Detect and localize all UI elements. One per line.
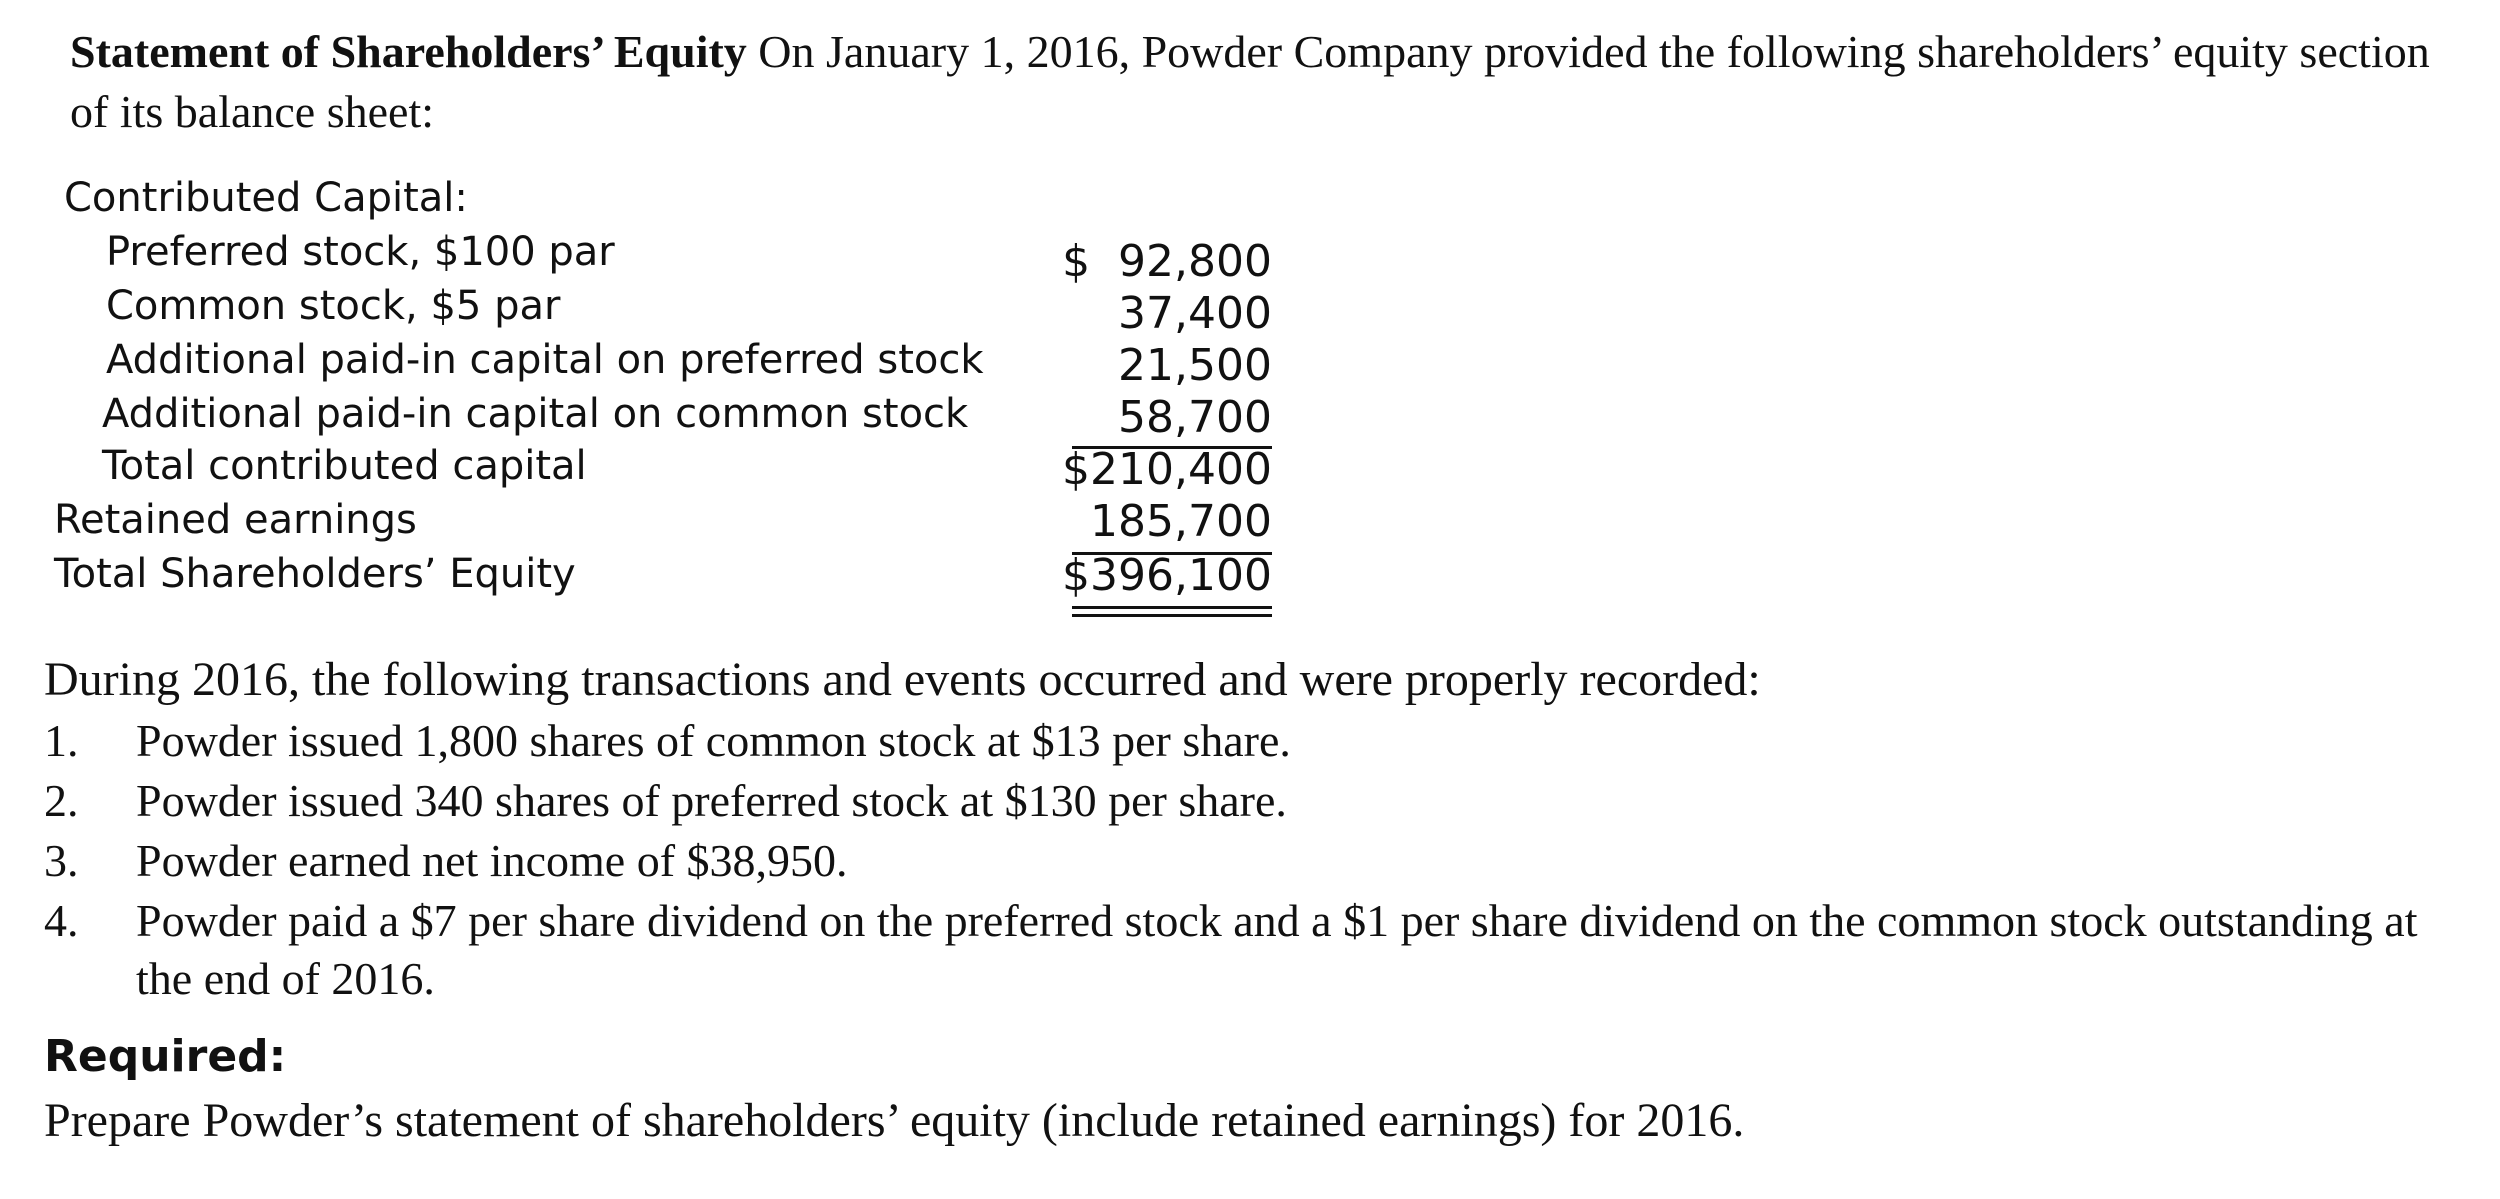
transaction-number: 4. bbox=[44, 895, 79, 946]
total-equity-label: Total Shareholders’ Equity bbox=[54, 551, 576, 597]
row-preferred-stock-amount: $ 92,800 bbox=[1062, 236, 1272, 287]
total-equity-amount: $396,100 bbox=[1062, 550, 1272, 601]
transaction-item bbox=[44, 712, 2444, 770]
problem-heading: Statement of Shareholders’ Equity bbox=[70, 26, 747, 77]
transaction-number: 2. bbox=[44, 775, 79, 826]
row-apic-common-label: Additional paid-in capital on common stock bbox=[102, 391, 969, 437]
transactions-intro: During 2016, the following transactions and events occurred and were properly recorded: bbox=[44, 653, 1761, 706]
transaction-number: 3. bbox=[44, 835, 79, 886]
row-common-stock-amount: 37,400 bbox=[1118, 288, 1272, 339]
total-double-rule-2 bbox=[1072, 614, 1272, 617]
total-double-rule-1 bbox=[1072, 606, 1272, 609]
row-apic-preferred-amount: 21,500 bbox=[1118, 340, 1272, 391]
transaction-text: Powder earned net income of $38,950. bbox=[136, 835, 848, 886]
transaction-text: Powder issued 1,800 shares of common stock at $13 per share. bbox=[136, 715, 1291, 766]
transaction-item bbox=[44, 772, 2444, 830]
transaction-number: 1. bbox=[44, 715, 79, 766]
required-text: Prepare Powder’s statement of shareholders’ equity (include retained earnings) for 2016. bbox=[44, 1094, 1745, 1147]
retained-earnings-amount: 185,700 bbox=[1090, 496, 1272, 547]
transaction-item bbox=[44, 832, 2444, 890]
problem-intro-text: On January 1, 2016, Powder Company provided the following shareholders’ equity section of its balance sheet: bbox=[70, 26, 2430, 137]
retained-earnings-label: Retained earnings bbox=[54, 497, 417, 543]
row-preferred-stock-label: Preferred stock, $100 par bbox=[106, 229, 615, 275]
required-label: Required: bbox=[44, 1031, 287, 1082]
row-apic-common-amount: 58,700 bbox=[1118, 392, 1272, 443]
row-common-stock-label: Common stock, $5 par bbox=[106, 283, 561, 329]
row-total-contributed-label: Total contributed capital bbox=[102, 443, 587, 489]
contributed-capital-label: Contributed Capital: bbox=[64, 175, 468, 221]
row-apic-preferred-label: Additional paid-in capital on preferred stock bbox=[106, 337, 984, 383]
row-total-contributed-amount: $210,400 bbox=[1062, 444, 1272, 495]
transaction-text: Powder paid a $7 per share dividend on the preferred stock and a $1 per share dividend on the common stock outstanding at the end of 2016. bbox=[136, 895, 2418, 1004]
transaction-item bbox=[44, 892, 2444, 1008]
problem-intro bbox=[70, 22, 2430, 142]
transaction-text: Powder issued 340 shares of preferred stock at $130 per share. bbox=[136, 775, 1287, 826]
